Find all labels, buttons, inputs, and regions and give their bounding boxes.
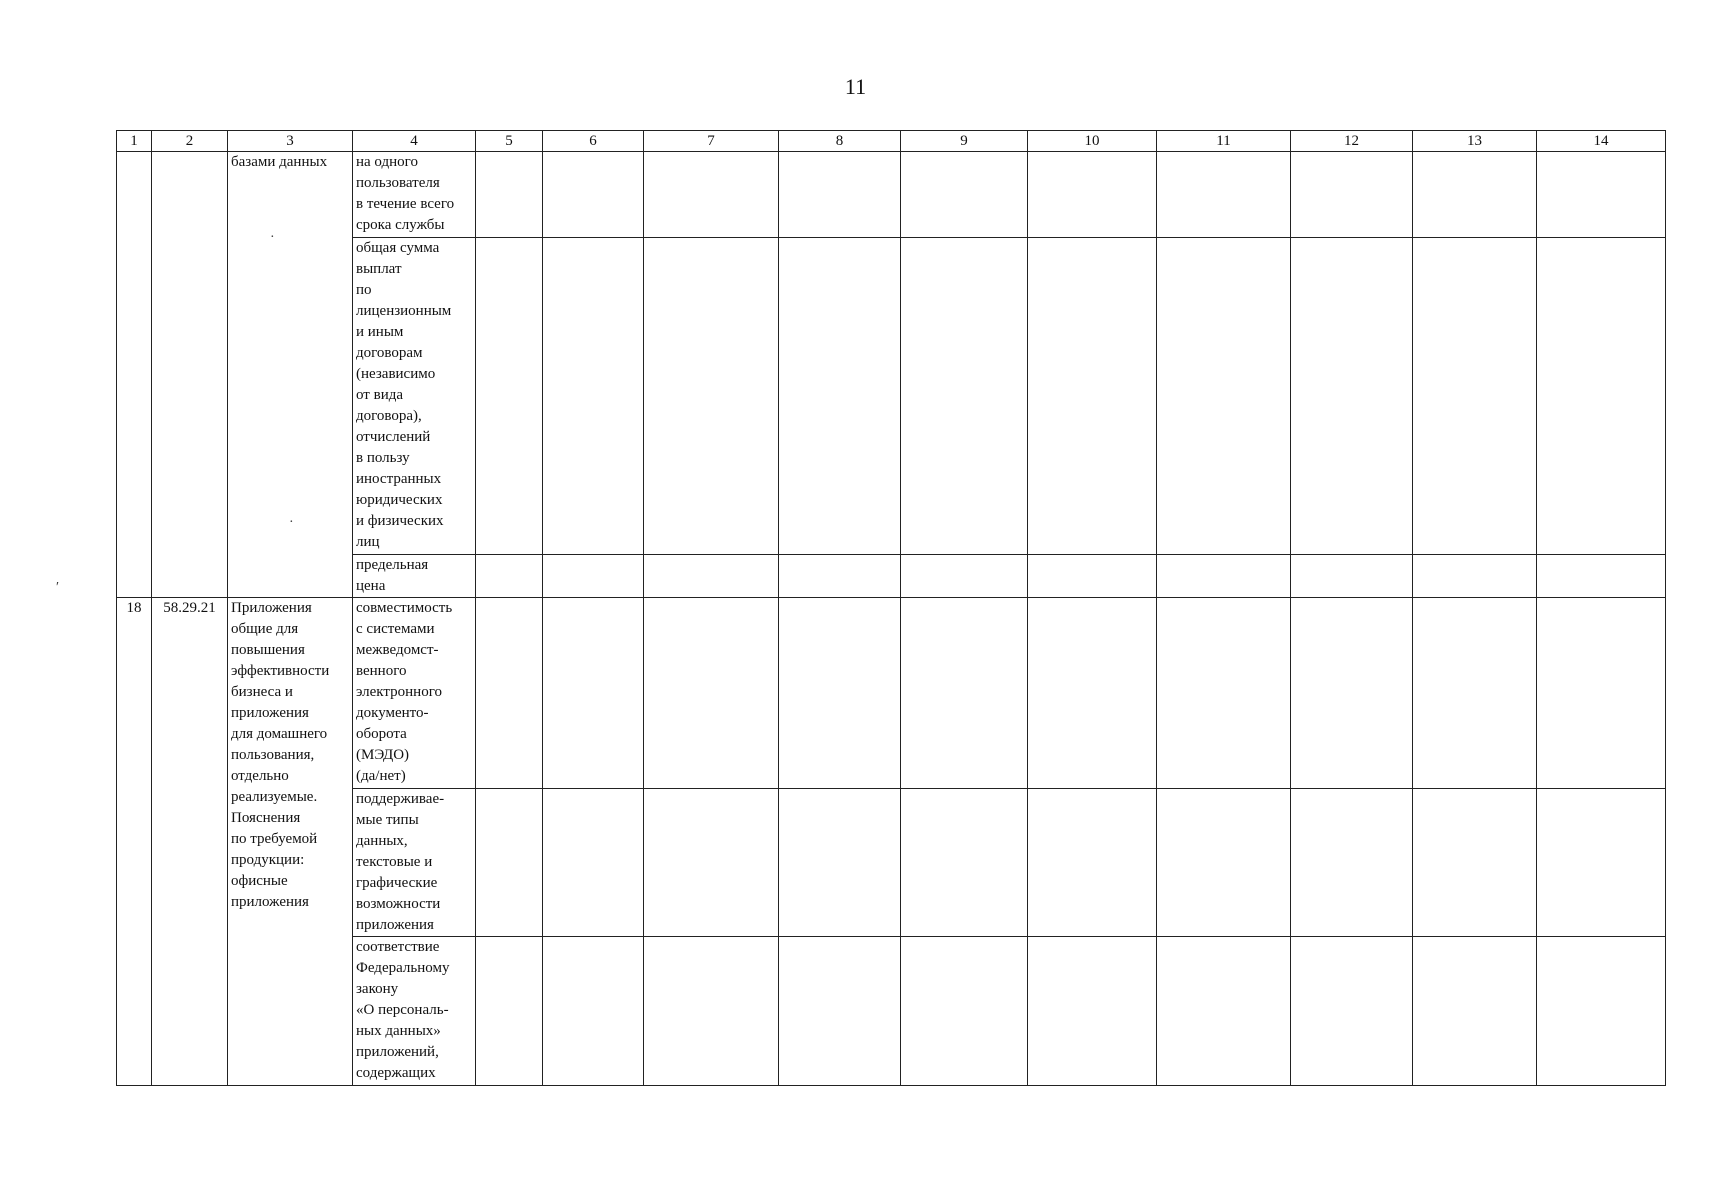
cell-empty	[1413, 937, 1537, 1086]
cell-empty	[1537, 555, 1666, 598]
cell-empty	[644, 937, 779, 1086]
characteristic-text: поддерживае- мые типы данных, текстовые и графические возможности приложения	[356, 791, 445, 933]
cell-empty	[1537, 937, 1666, 1086]
column-header: 12	[1291, 131, 1413, 152]
column-header: 7	[644, 131, 779, 152]
characteristic-text: совместимость с системами межведомст- венного электронного документо- оборота (МЭДО) (да/нет)	[356, 600, 453, 784]
column-header: 5	[476, 131, 543, 152]
cell-characteristic	[353, 937, 476, 1086]
cell-empty	[901, 238, 1028, 555]
cell-empty	[901, 789, 1028, 937]
column-number-row	[117, 131, 1666, 152]
item-number-text: 18	[126, 600, 142, 616]
column-header: 10	[1028, 131, 1157, 152]
column-header: 9	[901, 131, 1028, 152]
cell-empty	[1028, 555, 1157, 598]
characteristic-text: соответствие Федеральному закону «О персональ- ных данных» приложений, содержащих	[356, 939, 450, 1081]
cell-empty	[1413, 789, 1537, 937]
cell-empty	[901, 152, 1028, 238]
cell-empty	[1413, 598, 1537, 789]
cell-empty	[1413, 238, 1537, 555]
cell-empty	[476, 789, 543, 937]
cell-empty	[1028, 152, 1157, 238]
characteristic-text: предельная цена	[356, 557, 429, 594]
cell-empty	[644, 789, 779, 937]
table-row	[117, 598, 1666, 789]
cell-empty	[644, 238, 779, 555]
cell-empty	[1028, 598, 1157, 789]
cell-empty	[1537, 598, 1666, 789]
cell-empty	[779, 555, 901, 598]
cell-empty	[543, 152, 644, 238]
cell-empty	[543, 238, 644, 555]
cell-empty	[1291, 789, 1413, 937]
cell-empty	[644, 152, 779, 238]
cell-okpd-code	[152, 598, 228, 1086]
column-header: 11	[1157, 131, 1291, 152]
cell-empty	[543, 937, 644, 1086]
specification-table	[116, 130, 1666, 1086]
product-name-text: Приложения общие для повышения эффективности бизнеса и приложения для домашнего пользования, отдельно реализуемые. Пояснения по требуемой продукции: офисные приложения	[231, 600, 330, 910]
cell-empty	[1157, 789, 1291, 937]
cell-empty	[543, 598, 644, 789]
cell-empty	[1537, 152, 1666, 238]
product-name-text: базами данных	[231, 154, 328, 170]
cell-empty	[1157, 598, 1291, 789]
cell-empty	[1291, 937, 1413, 1086]
column-header: 3	[228, 131, 353, 152]
cell-empty	[1157, 152, 1291, 238]
cell-product-name	[228, 598, 353, 1086]
characteristic-text: на одного пользователя в течение всего срока службы	[356, 154, 455, 233]
column-header: 2	[152, 131, 228, 152]
column-header: 4	[353, 131, 476, 152]
cell-empty	[476, 598, 543, 789]
cell-empty	[1028, 238, 1157, 555]
cell-empty	[476, 238, 543, 555]
cell-empty	[779, 598, 901, 789]
cell-empty	[1291, 598, 1413, 789]
cell-empty	[1413, 152, 1537, 238]
stray-mark: ′	[56, 580, 60, 595]
cell-empty	[779, 937, 901, 1086]
cell-characteristic	[353, 598, 476, 789]
cell-item-number	[117, 152, 152, 598]
cell-characteristic	[353, 152, 476, 238]
page-number: 11	[844, 74, 867, 99]
cell-empty	[1291, 152, 1413, 238]
column-header: 13	[1413, 131, 1537, 152]
cell-empty	[779, 238, 901, 555]
cell-empty	[476, 555, 543, 598]
cell-empty	[1157, 937, 1291, 1086]
cell-empty	[1028, 789, 1157, 937]
cell-characteristic	[353, 789, 476, 937]
cell-empty	[779, 789, 901, 937]
cell-empty	[901, 937, 1028, 1086]
cell-empty	[1291, 555, 1413, 598]
cell-empty	[543, 789, 644, 937]
cell-characteristic	[353, 238, 476, 555]
cell-empty	[901, 555, 1028, 598]
cell-empty	[1537, 789, 1666, 937]
cell-characteristic	[353, 555, 476, 598]
cell-empty	[779, 152, 901, 238]
cell-empty	[476, 152, 543, 238]
cell-empty	[1157, 238, 1291, 555]
cell-empty	[1028, 937, 1157, 1086]
stray-mark: ·	[289, 515, 294, 530]
cell-product-name	[228, 152, 353, 598]
cell-empty	[1413, 555, 1537, 598]
cell-item-number	[117, 598, 152, 1086]
column-header: 6	[543, 131, 644, 152]
cell-okpd-code	[152, 152, 228, 598]
column-header: 8	[779, 131, 901, 152]
cell-empty	[1537, 238, 1666, 555]
stray-mark: ·	[270, 230, 275, 245]
cell-empty	[644, 555, 779, 598]
okpd-code-text: 58.29.21	[163, 600, 216, 616]
column-header: 14	[1537, 131, 1666, 152]
cell-empty	[1291, 238, 1413, 555]
column-header: 1	[117, 131, 152, 152]
cell-empty	[476, 937, 543, 1086]
cell-empty	[543, 555, 644, 598]
cell-empty	[901, 598, 1028, 789]
characteristic-text: общая сумма выплат по лицензионным и иным договорам (независимо от вида договора), отчислений в пользу иностранных юридических и физических лиц	[356, 240, 452, 550]
table-row	[117, 152, 1666, 238]
cell-empty	[644, 598, 779, 789]
cell-empty	[1157, 555, 1291, 598]
